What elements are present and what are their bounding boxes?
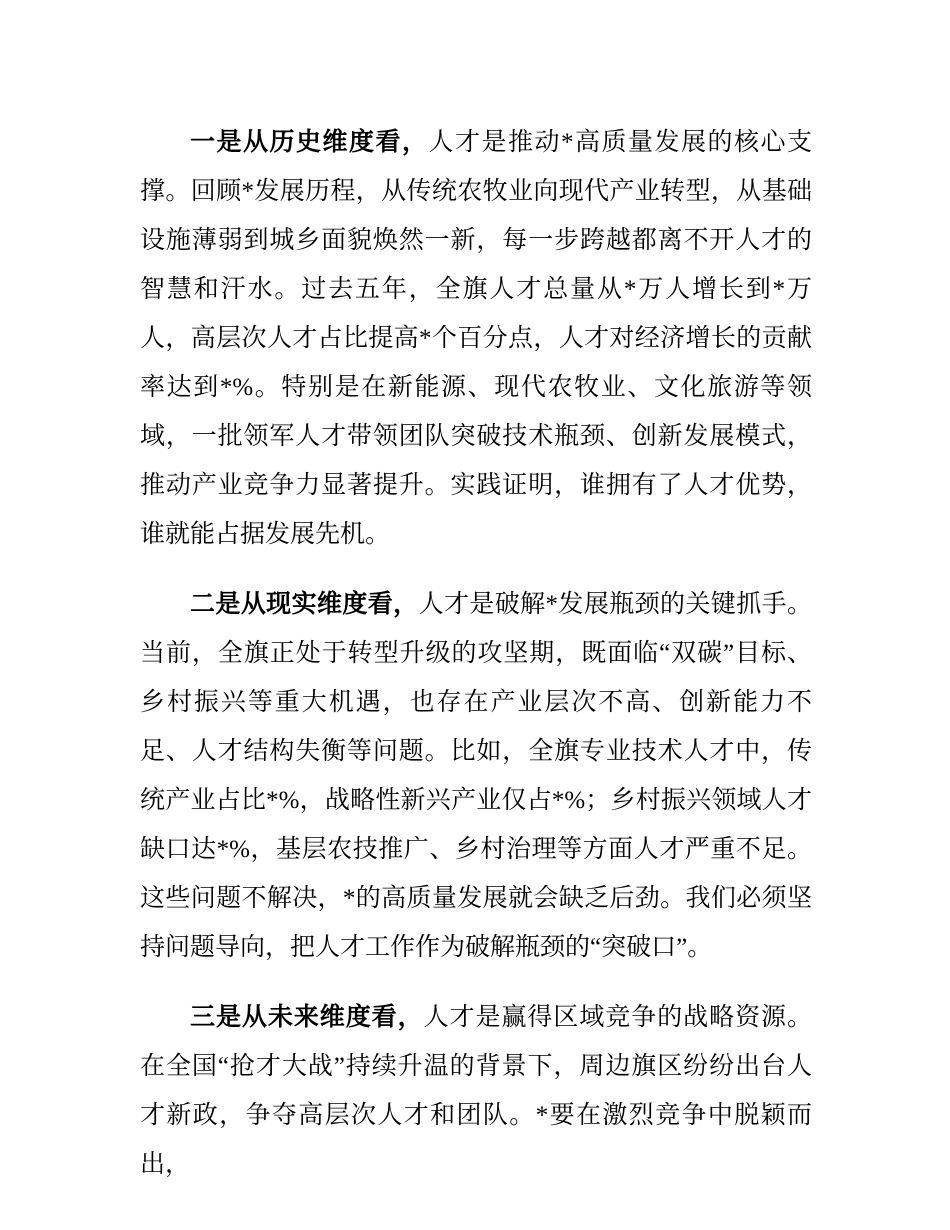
paragraph-lead: 一是从历史维度看， — [190, 128, 429, 156]
paragraph-reality-dimension — [140, 580, 812, 972]
paragraph-lead: 二是从现实维度看， — [190, 590, 419, 618]
paragraph-body-text: 人才是赢得区域竞争的战略资源。在全国“抢才大战”持续升温的背景下，周边旗区纷纷出台人才新政，争夺高层次人才和团队。*要在激烈竞争中脱颖而出， — [140, 1004, 812, 1178]
paragraph-body-text: 人才是破解*发展瓶颈的关键抓手。当前，全旗正处于转型升级的攻坚期，既面临“双碳”目标、乡村振兴等重大机遇，也存在产业层次不高、创新能力不足、人才结构失衡等问题。比如，全旗专业技术人才中，传统产业占比*%，战略性新兴产业仅占*%；乡村振兴领域人才缺口达*%，基层农技推广、乡村治理等方面人才严重不足。这些问题不解决，*的高质量发展就会缺乏后劲。我们必须坚持问题导向，把人才工作作为破解瓶颈的“突破口”。 — [140, 591, 812, 961]
paragraph-lead: 三是从未来维度看， — [190, 1003, 424, 1031]
paragraph-future-dimension — [140, 993, 812, 1189]
document-body — [140, 118, 812, 1189]
paragraph-history-dimension — [140, 118, 812, 559]
paragraph-body-text: 人才是推动*高质量发展的核心支撑。回顾*发展历程，从传统农牧业向现代产业转型，从基础设施薄弱到城乡面貌焕然一新，每一步跨越都离不开人才的智慧和汗水。过去五年，全旗人才总量从*万人增长到*万人，高层次人才占比提高*个百分点，人才对经济增长的贡献率达到*%。特别是在新能源、现代农牧业、文化旅游等领域，一批领军人才带领团队突破技术瓶颈、创新发展模式，推动产业竞争力显著提升。实践证明，谁拥有了人才优势，谁就能占据发展先机。 — [140, 129, 812, 548]
